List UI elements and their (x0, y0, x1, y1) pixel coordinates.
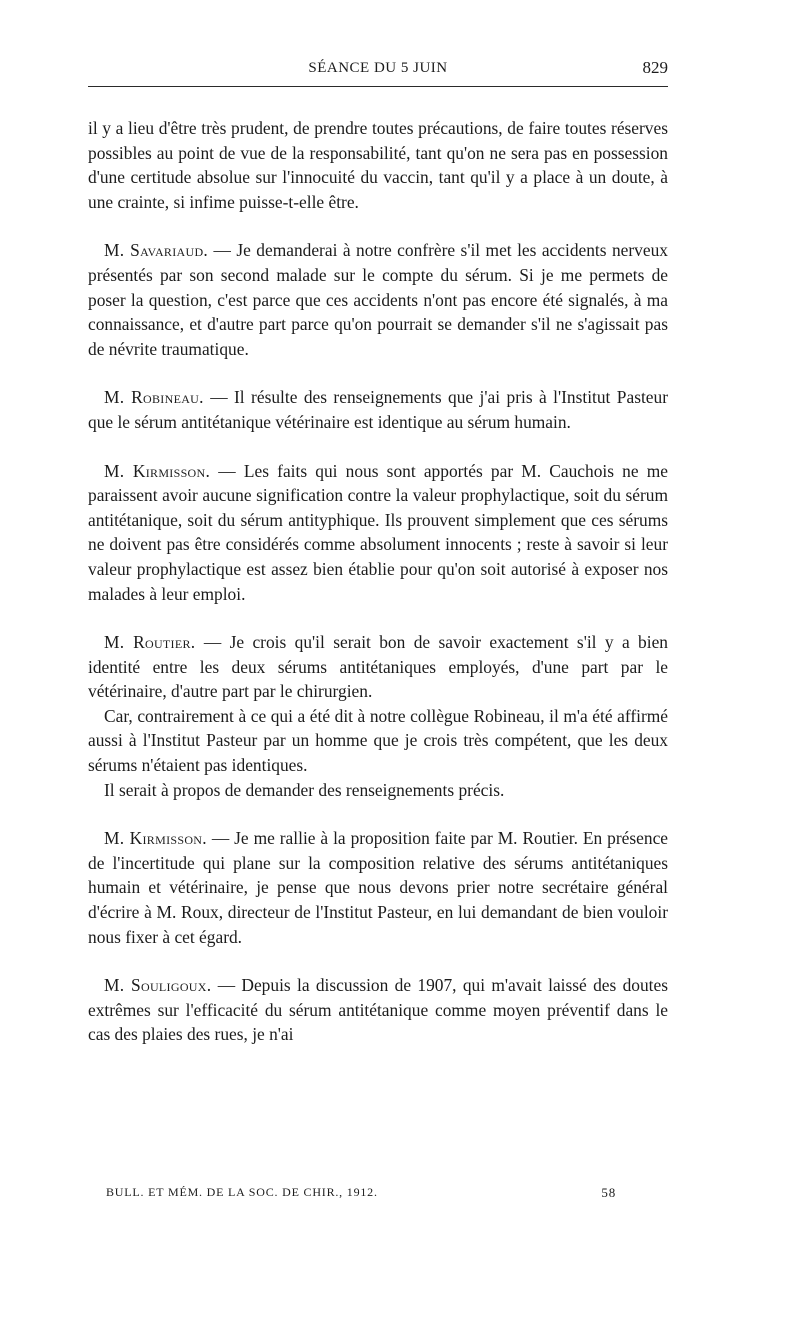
page-number: 829 (642, 58, 668, 77)
signature-mark: 58 (601, 1185, 616, 1200)
document-page (88, 56, 669, 1200)
body-text (88, 116, 668, 1047)
paragraph-text: — Depuis la discussion de 1907, qui m'avait laissé des doutes extrêmes sur l'efficacité du sérum antitétanique comme moyen préventif dans le cas des plaies des rues, je n'ai (88, 975, 668, 1045)
paragraph-continuation (88, 116, 668, 214)
speaker-name: M. Savariaud. (104, 240, 209, 261)
paragraph-text: — Je demanderai à notre confrère s'il met les accidents nerveux présentés par son second malade sur le compte du sérum. Si je me permets de poser la question, c'est parce que ces accidents n'ont pas encore été signalés, à ma connaissance, et d'autre part parce qu'on pourrait se demander s'il ne s'agissait pas de névrite traumatique. (88, 240, 668, 359)
speaker-name: M. Kirmisson. (104, 828, 207, 849)
speaker-name: M. Souligoux. (104, 975, 212, 996)
paragraph-text: Car, contrairement à ce qui a été dit à notre collègue Robineau, il m'a été affirmé aussi à l'Institut Pasteur par un homme que je crois très compétent, que les deux sérums n'étaient pas identiques. (88, 705, 668, 776)
paragraph-routier (88, 630, 668, 704)
paragraph-text: — Je crois qu'il serait bon de savoir exactement s'il y a bien identité entre les deux sérums antitétaniques employés, d'une part par le vétérinaire, d'autre part par le chirurgien. (88, 632, 668, 702)
paragraph-text: Il serait à propos de demander des renseignements précis. (104, 779, 505, 800)
speaker-name: M. Routier. (104, 632, 196, 653)
paragraph-savariaud (88, 238, 668, 361)
journal-reference: BULL. ET MÉM. DE LA SOC. DE CHIR., 1912. (106, 1185, 378, 1199)
paragraph-routier-cont-1 (88, 704, 668, 778)
paragraph-kirmisson-1 (88, 459, 668, 607)
paragraph-text: — Je me rallie à la proposition faite par M. Routier. En présence de l'incertitude qui plane sur la composition relative des sérums antitétaniques humain et vétérinaire, je pense que nous devons prier notre secrétaire général d'écrire à M. Roux, directeur de l'Institut Pasteur, en lui demandant de bien vouloir nous fixer à cet égard. (88, 828, 669, 947)
page-footer (106, 1185, 616, 1200)
paragraph-routier-cont-2 (88, 778, 668, 803)
paragraph-robineau (88, 385, 668, 434)
paragraph-text: — Il résulte des renseignements que j'ai pris à l'Institut Pasteur que le sérum antitétanique vétérinaire est identique au sérum humain. (88, 387, 668, 432)
running-title: SÉANCE DU 5 JUIN (308, 60, 448, 76)
paragraph-kirmisson-2 (88, 826, 668, 949)
paragraph-text: — Les faits qui nous sont apportés par M. Cauchois ne me paraissent avoir aucune signification contre la valeur prophylactique, soit du sérum antitétanique, soit du sérum antityphique. Ils prouvent simplement que ces sérums ne doivent pas être considérés comme absolument innocents ; reste à savoir si leur valeur prophylactique est assez bien établie pour qu'on soit autorisé à exposer nos malades à leur emploi. (88, 460, 668, 604)
speaker-name: M. Robineau. (104, 387, 204, 408)
page-header (88, 56, 668, 87)
paragraph-text: il y a lieu d'être très prudent, de prendre toutes précautions, de faire toutes réserves possibles au point de vue de la responsabilité, tant qu'on ne sera pas en possession d'une certitude absolue sur l'innocuité du vaccin, tant qu'il y a place à un doute, à une crainte, si infime puisse-t-elle être. (88, 118, 668, 212)
paragraph-souligoux (88, 973, 668, 1047)
speaker-name: M. Kirmisson. (104, 460, 211, 481)
